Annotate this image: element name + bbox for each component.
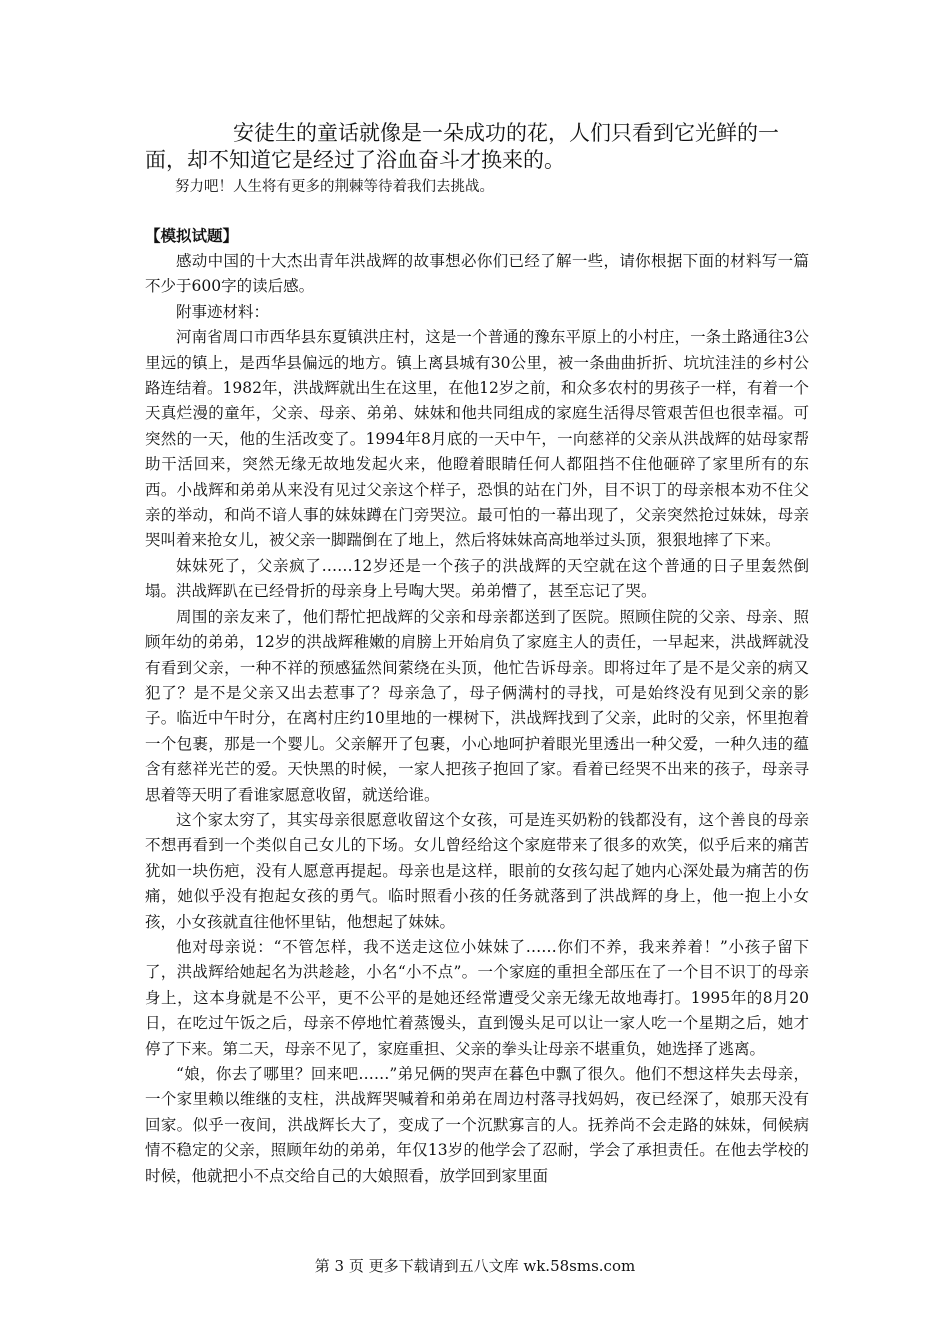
paragraph: 感动中国的十大杰出青年洪战辉的故事想必你们已经了解一些，请你根据下面的材料写一篇不少于600字的读后感。 <box>145 252 809 296</box>
paragraph: “娘，你去了哪里？回来吧……”弟兄俩的哭声在暮色中飘了很久。他们不想这样失去母亲，一个家里赖以维继的支柱，洪战辉哭喊着和弟弟在周边村落寻找妈妈，夜已经深了，娘那天没有回家。似乎一夜间，洪战辉长大了，变成了一个沉默寡言的人。抚养尚不会走路的妹妹，伺候病情不稳定的父亲，照顾年幼的弟弟，年仅13岁的他学会了忍耐，学会了承担责任。在他去学校的时候，他就把小不点交给自己的大娘照看，放学回到家里面 <box>145 1065 809 1185</box>
paragraph: 周围的亲友来了，他们帮忙把战辉的父亲和母亲都送到了医院。照顾住院的父亲、母亲、照顾年幼的弟弟，12岁的洪战辉稚嫩的肩膀上开始肩负了家庭主人的责任，一早起来，洪战辉就没有看到父亲，一种不祥的预感猛然间萦绕在头顶，他忙告诉母亲。即将过年了是不是父亲的病又犯了？是不是父亲又出去惹事了？母亲急了，母子俩满村的寻找，可是始终没有见到父亲的影子。临近中午时分，在离村庄约10里地的一棵树下，洪战辉找到了父亲，此时的父亲，怀里抱着一个包裹，那是一个婴儿。父亲解开了包裹，小心地呵护着眼光里透出一种父爱，一种久违的蕴含有慈祥光芒的爱。天快黑的时候，一家人把孩子抱回了家。看着已经哭不出来的孩子，母亲寻思着等天明了看谁家愿意收留，就送给谁。 <box>145 607 809 804</box>
paragraph: 他对母亲说：“不管怎样，我不送走这位小妹妹了……你们不养，我来养着！”小孩子留下了，洪战辉给她起名为洪趁趁，小名“小不点”。一个家庭的重担全部压在了一个目不识丁的母亲身上，这本身就是不公平，更不公平的是她还经常遭受父亲无缘无故地毒打。1995年的8月20日，在吃过午饭之后，母亲不停地忙着蒸馒头，直到馒头足可以让一家人吃一个星期之后，她才停了下来。第二天，母亲不见了，家庭重担、父亲的拳头让母亲不堪重负，她选择了逃离。 <box>145 937 809 1058</box>
intro-text: 安徒生的童话就像是一朵成功的花，人们只看到它光鲜的一面，却不知道它是经过了浴血奋斗才换来的。 <box>145 121 779 172</box>
paragraph: 这个家太穷了，其实母亲很愿意收留这个女孩，可是连买奶粉的钱都没有，这个善良的母亲不想再看到一个类似自己女儿的下场。女儿曾经给这个家庭带来了很多的欢笑，似乎后来的痛苦犹如一块伤疤，没有人愿意再提起。母亲也是这样，眼前的女孩勾起了她内心深处最为痛苦的伤痛，她似乎没有抱起女孩的勇气。临时照看小孩的任务就落到了洪战辉的身上，他一抱上小女孩，小女孩就直往他怀里钻，他想起了妹妹。 <box>145 810 809 931</box>
section-heading: 【模拟试题】 <box>145 226 239 245</box>
page-footer: 第 3 页 更多下载请到五八文库 wk.58sms.com <box>314 1257 636 1275</box>
paragraph: 河南省周口市西华县东夏镇洪庄村，这是一个普通的豫东平原上的小村庄，一条土路通往3公里远的镇上，是西华县偏远的地方。镇上离县城有30公里，被一条曲曲折折、坑坑洼洼的乡村公路连结着。1982年，洪战辉就出生在这里，在他12岁之前，和众多农村的男孩子一样，有着一个天真烂漫的童年，父亲、母亲、弟弟、妹妹和他共同组成的家庭生活得尽管艰苦但也很幸福。可突然的一天，他的生活改变了。1994年8月底的一天中午，一向慈祥的父亲从洪战辉的姑母家帮助干活回来，突然无缘无故地发起火来，他瞪着眼睛任何人都阻挡不住他砸碎了家里所有的东西。小战辉和弟弟从来没有见过父亲这个样子，恐惧的站在门外，目不识丁的母亲根本劝不住父亲的举动，和尚不谙人事的妹妹蹲在门旁哭泣。最可怕的一幕出现了，父亲突然抢过妹妹，母亲哭叫着来抢女儿，被父亲一脚踹倒在了地上，然后将妹妹高高地举过头顶，狠狠地摔了下来。 <box>145 328 809 550</box>
paragraph: 附事迹材料： <box>176 302 270 321</box>
article-body <box>145 249 809 1189</box>
paragraph: 妹妹死了，父亲疯了……12岁还是一个孩子的洪战辉的天空就在这个普通的日子里轰然倒塌。洪战辉趴在已经骨折的母亲身上号啕大哭。弟弟懵了，甚至忘记了哭。 <box>145 556 809 601</box>
motto-text: 努力吧！人生将有更多的荆棘等待着我们去挑战。 <box>175 179 494 195</box>
